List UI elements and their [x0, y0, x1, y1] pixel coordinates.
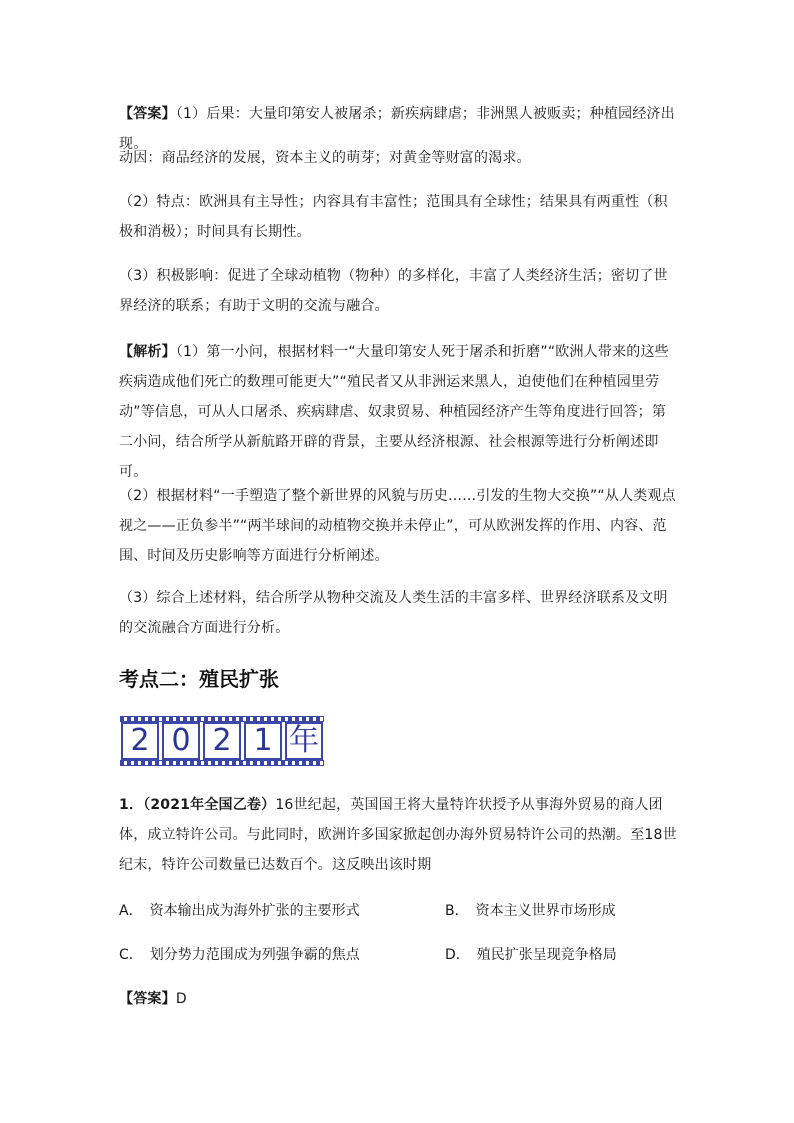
option-b[interactable]: B． 资本主义世界市场形成 [445, 903, 616, 919]
option-d[interactable]: D． 殖民扩张呈现竞争格局 [445, 947, 617, 963]
year-digit-3: 2 [203, 722, 241, 760]
analysis-tag: 【解析】 [119, 344, 176, 360]
year-digit-2: 0 [162, 722, 200, 760]
year-banner [120, 716, 324, 766]
section-heading: 考点二：殖民扩张 [119, 667, 279, 691]
analysis-paragraph-3 [119, 583, 679, 643]
answer-text-4: （3）积极影响：促进了全球动植物（物种）的多样化，丰富了人类经济生活；密切了世界经济的联系；有助于文明的交流与融合。 [119, 268, 668, 314]
question-1-stem [119, 790, 679, 880]
question-text: 16世纪起，英国国王将大量特许状授予从事海外贸易的商人团体，成立特许公司。与此同时，欧洲许多国家掀起创办海外贸易特许公司的热潮。至18世纪末，特许公司数量已达数百个。这反映出该时期 [119, 797, 677, 873]
question-number: 1． [119, 797, 144, 813]
question-1-answer [119, 984, 679, 1014]
analysis-text-1: （1）第一小问，根据材料一“大量印第安人死于屠杀和折磨”“欧洲人带来的这些疾病造成他们死亡的数理可能更大”“殖民者又从非洲运来黑人，迫使他们在种植园里劳动”等信息，可从人口屠杀、疾病肆虐、奴隶贸易、种植园经济产生等角度进行回答；第二小问，结合所学从新航路开辟的背景，主要从经济根源、社会根源等进行分析阐述即可。 [119, 344, 669, 480]
year-cells [120, 722, 324, 760]
question-answer-value: D [175, 991, 187, 1007]
question-answer-tag: 【答案】 [119, 991, 176, 1007]
analysis-text-2: （2）根据材料“一手塑造了整个新世界的风貌与历史……引发的生物大交换”“从人类观点视之——正负参半”“两半球间的动植物交换并未停止”，可从欧洲发挥的作用、内容、范围、时间及历史影响等方面进行分析阐述。 [119, 488, 676, 564]
answer-line-3 [119, 187, 679, 247]
year-digit-1: 2 [121, 722, 159, 760]
option-c[interactable]: C． 划分势力范围成为列强争霸的焦点 [119, 947, 360, 963]
year-character: 年 [285, 722, 323, 760]
question-source: （2021年全国乙卷） [143, 797, 276, 813]
answer-text-1: （1）后果：大量印第安人被屠杀；新疾病肆虐；非洲黑人被贩卖；种植园经济出现。 [119, 106, 675, 152]
answer-line-2 [119, 143, 679, 173]
answer-tag: 【答案】 [119, 106, 176, 122]
analysis-paragraph-1 [119, 337, 679, 487]
answer-text-3: （2）特点：欧洲具有主导性；内容具有丰富性；范围具有全球性；结果具有两重性（积极和消极）；时间具有长期性。 [119, 194, 668, 240]
analysis-text-3: （3）综合上述材料，结合所学从物种交流及人类生活的丰富多样、世界经济联系及文明的交流融合方面进行分析。 [119, 590, 668, 636]
analysis-paragraph-2 [119, 481, 679, 571]
answer-text-2: 动因：商品经济的发展，资本主义的萌芽；对黄金等财富的渴求。 [119, 150, 531, 166]
film-strip-bottom [120, 760, 324, 766]
answer-line-4 [119, 261, 679, 321]
option-a[interactable]: A． 资本输出成为海外扩张的主要形式 [119, 903, 360, 919]
year-digit-4: 1 [244, 722, 282, 760]
